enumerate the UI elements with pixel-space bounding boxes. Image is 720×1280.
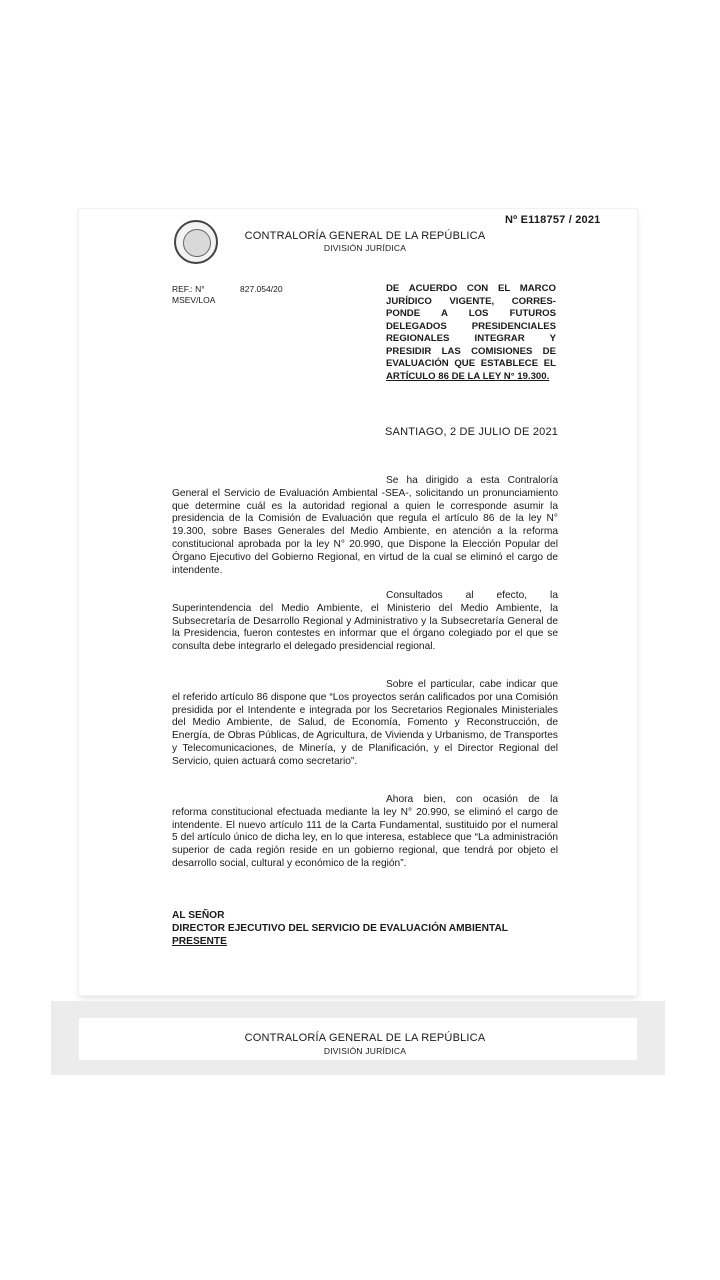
subject-text: DE ACUERDO CON EL MARCO JURÍDICO VIGENTE, CORRES-PONDE A LOS FUTUROS DELEGADOS PRESIDENCIALES REGIONALES INTEGRAR Y PRESIDIR LAS COMISIONES DE EVALUACIÓN QUE ESTABLECE EL xyxy=(386,283,556,369)
body-paragraph-3: Sobre el particular, cabe indicar que el referido artículo 86 dispone que “Los proyectos serán calificados por una Comisión presidida por el Intendente e integrada por los Secretarios Regionales Ministeriales del Medio Ambiente, de Salud, de Economía, Fomento y Reconstrucción, de Energía, de Obras Públicas, de Agricultura, de Vivienda y Urbanismo, de Transportes y Telecomunicaciones, de Minería, y de Planificación, y el Director Regional del Servicio, quien actuará como secretario”. xyxy=(172,679,558,767)
reference-label: REF.: N° xyxy=(172,284,205,294)
body-paragraph-2: Consultados al efecto, la Superintendencia del Medio Ambiente, el Ministerio del Medio Ambiente, la Subsecretaría de Desarrollo Regional y Administrativo y la Subsecretaría General de la Presidencia, fueron contestes en informar que el órgano colegiado por el que se consulta debe integrarlo el delegado presidencial regional. xyxy=(172,590,558,653)
document-number: Nº E118757 / 2021 xyxy=(505,214,601,226)
division-name: DIVISIÓN JURÍDICA xyxy=(323,243,407,253)
next-page-division: DIVISIÓN JURÍDICA xyxy=(323,1046,407,1056)
body-paragraph-1: Se ha dirigido a esta Contraloría General el Servicio de Evaluación Ambiental -SEA-, solicitando un pronunciamiento que determine cuál es la autoridad regional a quien le corresponde asumir la presidencia de la Comisión de Evaluación que regula el artículo 86 de la ley N° 19.300, sobre Bases Generales del Medio Ambiente, en atención a la reforma constitucional aprobada por la ley N° 20.990, que Dispone la Elección Popular del Órgano Ejecutivo del Gobierno Regional, en virtud de la cual se eliminó el cargo de intendente. xyxy=(172,475,558,576)
next-page-organization: CONTRALORÍA GENERAL DE LA REPÚBLICA xyxy=(244,1032,486,1044)
addressee-line-2: DIRECTOR EJECUTIVO DEL SERVICIO DE EVALUACIÓN AMBIENTAL xyxy=(172,923,509,934)
reference-code: MSEV/LOA xyxy=(172,295,216,305)
organization-name: CONTRALORÍA GENERAL DE LA REPÚBLICA xyxy=(244,230,486,242)
addressee-line-3: PRESENTE xyxy=(172,936,227,947)
addressee-line-1: AL SEÑOR xyxy=(172,910,225,921)
subject-last-line: ARTÍCULO 86 DE LA LEY N° 19.300. xyxy=(386,370,550,382)
document-date: SANTIAGO, 2 DE JULIO DE 2021 xyxy=(385,426,559,438)
institutional-seal-icon xyxy=(174,220,218,264)
reference-number: 827.054/20 xyxy=(240,284,283,294)
addressee-block xyxy=(172,909,508,948)
subject-block xyxy=(386,283,556,383)
body-paragraph-4: Ahora bien, con ocasión de la reforma constitucional efectuada mediante la ley N° 20.990, se eliminó el cargo de intendente. El nuevo artículo 111 de la Carta Fundamental, sustituido por el numeral 5 del artículo único de dicha ley, en lo que interesa, establece que “La administración superior de cada región reside en un gobierno regional, que tendrá por objeto el desarrollo social, cultural y económico de la región”. xyxy=(172,794,558,869)
